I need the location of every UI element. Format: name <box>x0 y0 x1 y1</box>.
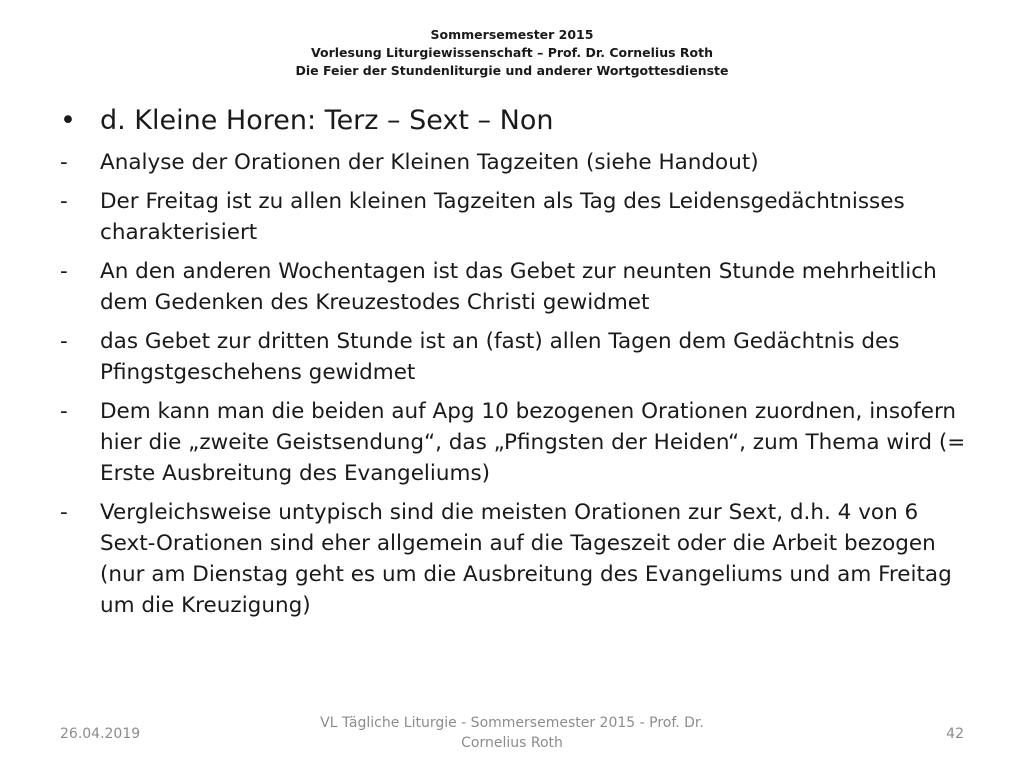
dash-icon: - <box>60 189 68 214</box>
main-bullet <box>60 103 980 139</box>
dash-icon: - <box>60 150 68 175</box>
footer-page-number: 42 <box>946 726 964 742</box>
list-item <box>60 396 980 489</box>
header-topic: Die Feier der Stundenliturgie und anderer Wortgottesdienste <box>295 63 729 78</box>
list-item-text: An den anderen Wochentagen ist das Gebet zur neunten Stunde mehrheitlich dem Gedenken des Kreuzestodes Christi gewidmet <box>100 259 937 315</box>
slide-header <box>0 26 1024 80</box>
section-heading: d. Kleine Horen: Terz – Sext – Non <box>100 105 554 136</box>
footer-date: 26.04.2019 <box>60 726 141 742</box>
list-item <box>60 186 980 248</box>
list-item <box>60 326 980 388</box>
list-item-text: Der Freitag ist zu allen kleinen Tagzeiten als Tag des Leidensgedächtnisses charakterisiert <box>100 189 905 245</box>
list-item-text: Vergleichsweise untypisch sind die meisten Orationen zur Sext, d.h. 4 von 6 Sext-Orationen sind eher allgemein auf die Tageszeit oder die Arbeit bezogen (nur am Dienstag geht es um die Ausbreitung des Evangeliums und am Freitag um die Kreuzigung) <box>100 500 952 618</box>
slide-content <box>60 103 980 629</box>
list-item-text: das Gebet zur dritten Stunde ist an (fast) allen Tagen dem Gedächtnis des Pfingstgeschehens gewidmet <box>100 329 900 385</box>
list-item-text: Dem kann man die beiden auf Apg 10 bezogenen Orationen zuordnen, insofern hier die „zweite Geistsendung“, das „Pfingsten der Heiden“, zum Thema wird (= Erste Ausbreitung des Evangeliums) <box>100 399 966 486</box>
sub-bullet-list <box>60 147 980 621</box>
list-item <box>60 497 980 621</box>
dash-icon: - <box>60 500 68 525</box>
header-semester: Sommersemester 2015 <box>430 27 594 42</box>
header-lecture: Vorlesung Liturgiewissenschaft – Prof. Dr. Cornelius Roth <box>311 45 713 60</box>
list-item <box>60 147 980 178</box>
bullet-icon: • <box>60 105 76 136</box>
footer-title: VL Tägliche Liturgie - Sommersemester 2015 - Prof. Dr. Cornelius Roth <box>320 715 704 751</box>
dash-icon: - <box>60 399 68 424</box>
list-item <box>60 256 980 318</box>
dash-icon: - <box>60 259 68 284</box>
list-item-text: Analyse der Orationen der Kleinen Tagzeiten (siehe Handout) <box>100 150 759 175</box>
dash-icon: - <box>60 329 68 354</box>
